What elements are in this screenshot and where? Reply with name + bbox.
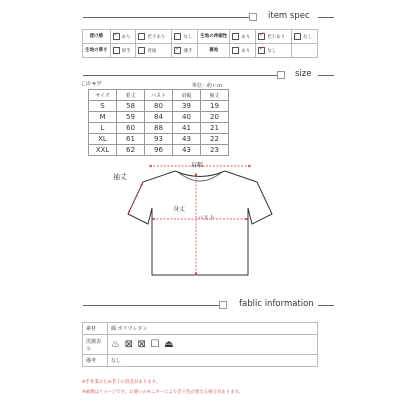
spec-opt: 若干あり	[136, 30, 172, 44]
size-header-cell: 着丈	[117, 90, 145, 101]
size-cell: 59	[117, 112, 145, 123]
fabric-table	[82, 322, 318, 367]
fabric-title: fablic information	[239, 299, 314, 309]
checkbox-checked	[258, 47, 265, 54]
size-header-cell: 袖丈	[201, 90, 229, 101]
size-cell: 21	[201, 123, 229, 134]
size-cell: 88	[145, 123, 173, 134]
item-spec-marker	[249, 13, 257, 21]
size-cell: L	[89, 123, 117, 134]
size-cell: 43	[173, 145, 201, 156]
item-spec-rule	[83, 17, 249, 18]
spec-opt: なし	[172, 30, 198, 44]
size-cell: 20	[201, 112, 229, 123]
bust-label: バスト	[197, 215, 216, 222]
size-unit: 単位：約ｃｍ	[192, 83, 223, 89]
spec-opt: 普通	[136, 44, 172, 58]
checkbox	[138, 33, 145, 40]
spec-label-lining: 裏地	[198, 44, 230, 58]
material-label: 素材	[83, 323, 108, 335]
fabric-marker	[219, 301, 227, 309]
checkbox	[174, 33, 181, 40]
size-cell: 80	[145, 101, 173, 112]
size-header-cell: サイズ	[89, 90, 117, 101]
remarks-value: なし	[108, 355, 318, 367]
checkbox	[232, 33, 239, 40]
size-cell: XL	[89, 134, 117, 145]
length-label: 身丈	[173, 206, 186, 213]
spec-opt: ✓ 薄手	[172, 44, 198, 58]
fabric-row-remarks	[83, 355, 318, 367]
size-cell: 40	[173, 112, 201, 123]
iron-low-icon: ⏏	[164, 339, 174, 350]
size-cell: 61	[117, 134, 145, 145]
size-cell: 93	[145, 134, 173, 145]
fabric-row-material	[83, 323, 318, 335]
spec-opt-empty	[292, 44, 318, 58]
checkbox	[138, 47, 145, 54]
checkbox	[294, 33, 301, 40]
spec-label-transparency: 透け感	[83, 30, 111, 44]
spec-opt: あり	[230, 30, 256, 44]
size-cell: 62	[117, 145, 145, 156]
spec-row-2	[83, 44, 318, 58]
spec-row-1	[83, 30, 318, 44]
spec-opt: あり	[230, 44, 256, 58]
drip-dry-icon: ☐	[150, 339, 160, 350]
note-1: ※手作業のため若干の誤差があります。	[82, 380, 160, 385]
size-cell: XXL	[89, 145, 117, 156]
spec-label-stretch: 生地の伸縮性	[198, 30, 230, 44]
checkbox-checked	[258, 33, 265, 40]
care-icons	[108, 335, 318, 355]
size-row	[89, 134, 229, 145]
size-row	[89, 112, 229, 123]
size-table	[88, 89, 229, 156]
spec-table	[82, 29, 318, 58]
spec-opt: なし	[292, 30, 318, 44]
size-row	[89, 101, 229, 112]
material-value: 綿 ポリウレタン	[108, 323, 318, 335]
item-spec-title: item spec	[268, 11, 310, 21]
no-tumble-dry-icon: ⊠	[137, 339, 146, 350]
spec-opt: ✓ なし	[256, 44, 292, 58]
checkbox	[232, 47, 239, 54]
shoulder-label: 肩幅	[191, 162, 204, 169]
size-cell: 23	[201, 145, 229, 156]
spec-opt: ✓ あり	[110, 30, 136, 44]
item-spec-rule-right	[318, 17, 334, 18]
size-cell: 96	[145, 145, 173, 156]
size-rule-right	[318, 75, 334, 76]
size-cell: 41	[173, 123, 201, 134]
spec-label-thickness: 生地の厚さ	[83, 44, 111, 58]
care-label: 洗濯表示	[83, 335, 108, 355]
size-cell: 22	[201, 134, 229, 145]
fabric-row-care	[83, 335, 318, 355]
size-cell: 43	[173, 134, 201, 145]
checkbox	[113, 47, 120, 54]
tshirt-outline	[128, 171, 272, 275]
size-header-cell: 肩幅	[173, 90, 201, 101]
size-row	[89, 145, 229, 156]
size-cell: S	[89, 101, 117, 112]
sleeve-label: 袖丈	[113, 173, 127, 181]
size-row	[89, 123, 229, 134]
spec-opt: 厚手	[110, 44, 136, 58]
size-title: size	[295, 69, 312, 79]
size-cell: 60	[117, 123, 145, 134]
size-cell: 58	[117, 101, 145, 112]
size-header-cell: バスト	[145, 90, 173, 101]
size-rule	[83, 75, 277, 76]
wash-30-icon: ♨	[111, 339, 120, 350]
spec-opt: ✓ 若干あり	[256, 30, 292, 44]
fabric-rule	[83, 305, 219, 306]
size-cell: 84	[145, 112, 173, 123]
size-cell: M	[89, 112, 117, 123]
no-bleach-icon: ⊠	[124, 339, 133, 350]
checkbox-checked	[113, 33, 120, 40]
size-table-title: □シャツ	[82, 81, 102, 87]
note-2: ※画像はイメージです。お使いのモニターにより若干色が異なる場合があります。	[82, 390, 243, 395]
size-marker	[277, 71, 285, 79]
size-cell: 19	[201, 101, 229, 112]
size-cell: 39	[173, 101, 201, 112]
checkbox-checked	[174, 47, 181, 54]
size-table-header	[89, 90, 229, 101]
fabric-rule-right	[318, 305, 334, 306]
remarks-label: 備考	[83, 355, 108, 367]
